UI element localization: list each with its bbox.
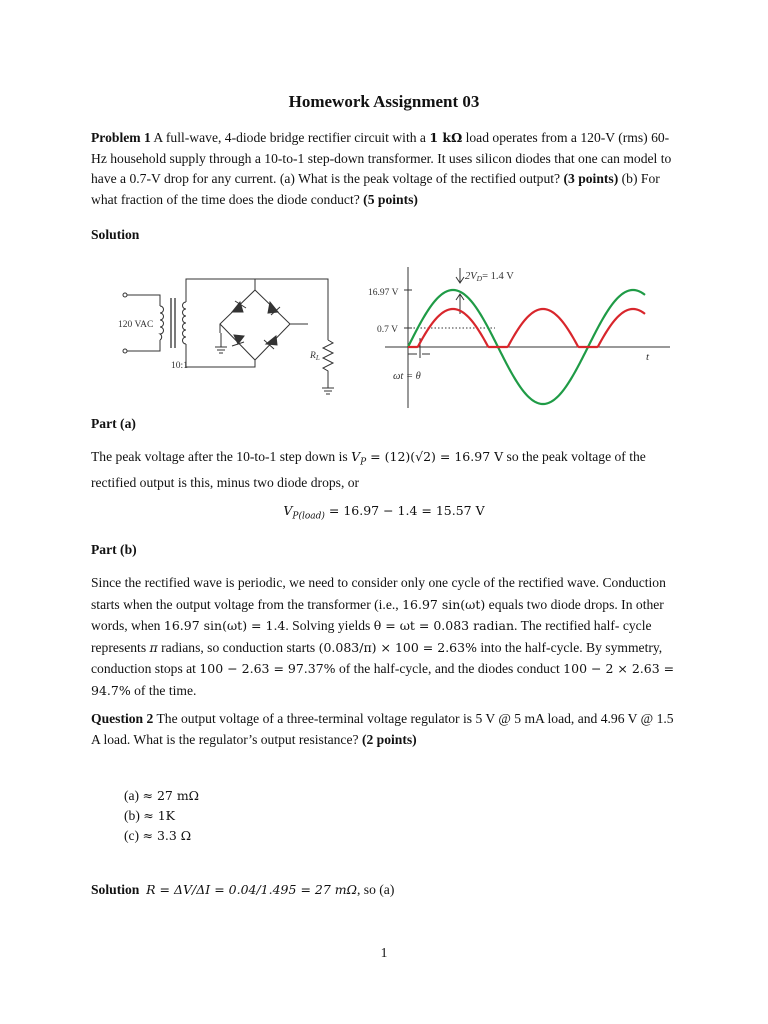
drop-label: 0.7 V — [377, 325, 398, 335]
part-b-heading: Part (b) — [91, 542, 137, 557]
two-vd-label: 2VD= 1.4 V — [465, 271, 514, 283]
page-number: 1 — [380, 945, 388, 960]
diode-1 — [232, 301, 246, 312]
option-c: (c) ≈ 3.3 Ω — [124, 828, 192, 843]
load-wire-top — [255, 279, 328, 340]
load-value: 1 kΩ — [429, 130, 463, 145]
secondary-coil — [183, 302, 187, 344]
question-2-points: (2 points) — [361, 731, 417, 747]
problem-1-text: Problem 1 A full-wave, 4-diode bridge rectifier circuit with a 1 kΩ load operates from a 120-V (rms) 60-Hz household supply through a 10-to-1 step-down transformer. It uses silicon diodes that one can model to have a 0.7-V drop for any current. (a) What is the peak voltage of the rectified output? (3 points) (b) For what fraction of the time does the diode conduct? (5 points) — [91, 130, 672, 207]
question-2-solution: Solution R = ΔV/ΔI = 0.04/1.495 = 27 mΩ, so (a) — [91, 882, 395, 897]
load-voltage-equation: $V_{P(load)} = 16.97 - 1.4 = 15.57$ V — [283, 503, 485, 522]
ground-left — [215, 347, 227, 353]
left-node — [220, 324, 221, 347]
load-label: $R_L$ — [310, 351, 320, 362]
t-axis-label: t — [646, 351, 650, 363]
question-2-label: Question 2 — [91, 711, 154, 726]
part-a-text: The peak voltage after the 10-to-1 step down is $V_P = (12)(√2) = 16.97$ V so the peak voltage of the rectified output is this, minus two diode drops, or — [91, 449, 646, 491]
terminal-bottom — [123, 349, 127, 353]
diode-3 — [232, 335, 244, 346]
option-a: (a) ≈ 27 mΩ — [124, 788, 200, 803]
load-resistor — [323, 340, 333, 388]
ground-load — [322, 388, 334, 394]
vp-value: 16.97 V — [454, 449, 504, 464]
drop-arrow-down — [456, 268, 464, 283]
option-b: (b) ≈ 1K — [124, 808, 175, 823]
page-title: Homework Assignment 03 — [288, 92, 480, 111]
terminal-top — [123, 293, 127, 297]
rectifier-figure — [110, 262, 670, 412]
question-2-text: Question 2 The output voltage of a three-terminal voltage regulator is 5 V @ 5 mA load, and 4.96 V @ 1.5 A load. What is the regulator’s output resistance? (2 points) — [91, 711, 674, 747]
diode-4 — [264, 336, 277, 349]
points-b: (5 points) — [363, 191, 418, 207]
source-label: 120 VAC — [118, 320, 154, 330]
peak-label: 16.97 V — [368, 288, 399, 298]
ratio-label: 10:1 — [171, 361, 188, 371]
theta-label: ωt = θ — [393, 371, 421, 382]
points-a: (3 points) — [563, 171, 619, 186]
waveform-plot — [385, 267, 670, 408]
bridge-diamond — [220, 290, 290, 360]
problem-1-label: Problem 1 — [91, 130, 151, 145]
part-a-heading: Part (a) — [91, 416, 136, 431]
solution-heading: Solution — [91, 227, 140, 242]
part-b-text: Since the rectified wave is periodic, we need to consider only one cycle of the rectified wave. Conduction starts when the output voltage from the transformer (i.e., 16.97 sin(ωt) equals two diode drops. In other words, when 16.97 sin(ωt) = 1.4. Solving yields θ = ωt = 0.083 radian. The rectified half- cycle represents π radians, so conduction starts (0.083/π) × 100 = 2.63% into the half-cycle. By symmetry, conduction stops at 100 − 2.63 = 97.37% of the half-cycle, and the diodes conduct 100 − 2 × 2.63 = 94.7% of the time. — [91, 575, 675, 698]
output-waveform — [408, 309, 645, 347]
primary-coil — [160, 306, 164, 340]
